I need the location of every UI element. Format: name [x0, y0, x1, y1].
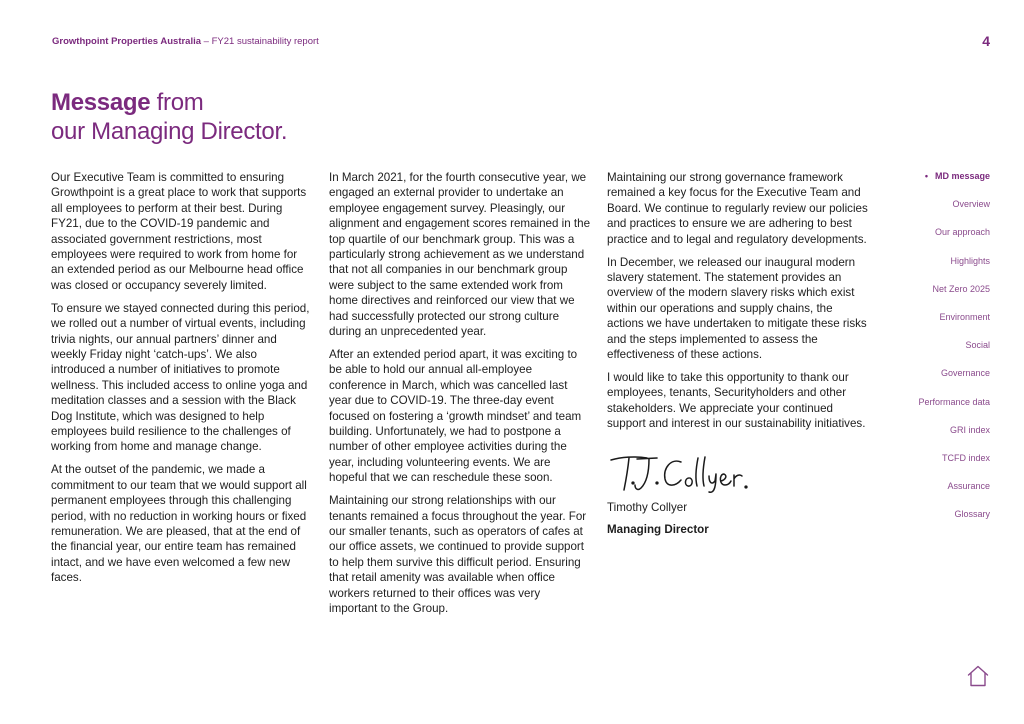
handwritten-signature [607, 452, 757, 494]
title-rest: from [150, 89, 204, 116]
title-bold: Message [51, 89, 151, 116]
nav-item-governance[interactable]: Governance [940, 368, 990, 379]
page-number: 4 [982, 33, 990, 49]
text-column-1 [51, 170, 313, 593]
nav-item-our-approach[interactable]: Our approach [934, 227, 990, 238]
paragraph: At the outset of the pandemic, we made a commitment to our team that we would support all permanent employees through this challenging period, with no reduction in working hours or fixed remuneration. We are pleased, that at the end of the financial year, our entire team has remained intact, and we have even welcomed a few new faces. [51, 463, 307, 585]
paragraph: I would like to take this opportunity to thank our employees, tenants, Securityholders and other stakeholders. We appreciate your continued support and interest in our sustainability initiatives. [607, 370, 866, 431]
section-nav [860, 171, 990, 537]
paragraph: Our Executive Team is committed to ensuring Growthpoint is a great place to work that supports all employees to perform at their best. During FY21, due to the COVID-19 pandemic and associated government restrictions, most employees were required to work from home for an extended period as our Melbourne head office was closed or occupancy severely limited. [51, 171, 307, 292]
paragraph: To ensure we stayed connected during this period, we rolled out a number of virtual events, including trivia nights, our annual partners’ dinner and weekly Friday night ‘catch-ups’. We also introduced a number of initiatives to promote wellness. This included access to online yoga and meditation classes and a session with the Black Dog Institute, which was designed to help employees build resilience to the challenges of working from home and manage change. [51, 301, 310, 454]
nav-item-highlights[interactable]: Highlights [950, 255, 990, 266]
title-line-2: our Managing Director. [51, 118, 288, 145]
signatory-role: Managing Director [607, 523, 709, 537]
nav-item-gri-index[interactable]: GRI index [949, 424, 990, 435]
nav-item-environment[interactable]: Environment [939, 311, 990, 322]
nav-item-tcfd-index[interactable]: TCFD index [941, 452, 990, 463]
report-header [52, 36, 319, 47]
text-column-3 [607, 170, 869, 545]
home-icon[interactable] [966, 664, 990, 688]
paragraph: In December, we released our inaugural modern slavery statement. The statement provides an overview of the modern slavery risks which exist within our operations and supply chains, the actions we have undertaken to mitigate these risks and the steps implemented to assess the effectiveness of these actions. [607, 255, 867, 361]
nav-item-assurance[interactable]: Assurance [947, 481, 990, 492]
paragraph: After an extended period apart, it was exciting to be able to hold our annual all-employee conference in March, which was cancelled last year due to COVID-19. The three-day event focused on fostering a ‘growth mindset’ and team building. Unfortunately, we had to postpone a number of other employee activities during the year, including volunteering events. We are hopeful that we can reschedule these soon. [329, 347, 582, 485]
report-subtitle: – FY21 sustainability report [201, 36, 319, 47]
nav-item-glossary[interactable]: Glossary [954, 509, 990, 520]
nav-item-net-zero-2025[interactable]: Net Zero 2025 [932, 283, 990, 294]
company-name: Growthpoint Properties Australia [52, 36, 202, 47]
nav-item-md-message[interactable]: • MD message [860, 171, 990, 199]
nav-item-performance-data[interactable]: Performance data [918, 396, 990, 407]
signatory-name: Timothy Collyer [607, 500, 688, 514]
nav-item-overview[interactable]: Overview [952, 199, 990, 210]
paragraph: Maintaining our strong governance framework remained a key focus for the Executive Team and Board. We continue to regularly review our policies and practices to ensure we are adhering to best practice and to legal and regulatory developments. [607, 171, 868, 246]
paragraph: Maintaining our strong relationships with our tenants remained a focus throughout the year. For our smaller tenants, such as operators of cafes at our office assets, we continued to provide support to help them survive this difficult period. Ensuring that retail amenity was available when office workers returned to their offices was very important to the Group. [329, 494, 587, 615]
page-title [51, 88, 287, 146]
paragraph: In March 2021, for the fourth consecutive year, we engaged an external provider to undertake an employee engagement survey. Pleasingly, our alignment and engagement scores remained in the top quartile of our benchmark group. This was a particularly strong achievement as we understand that not all companies in our benchmark group were subject to the same extended work from home directives and reinforced our view that we had successfully protected our strong culture during an unprecedented year. [329, 171, 591, 339]
text-column-2 [329, 170, 591, 624]
nav-item-social[interactable]: Social [965, 340, 990, 351]
